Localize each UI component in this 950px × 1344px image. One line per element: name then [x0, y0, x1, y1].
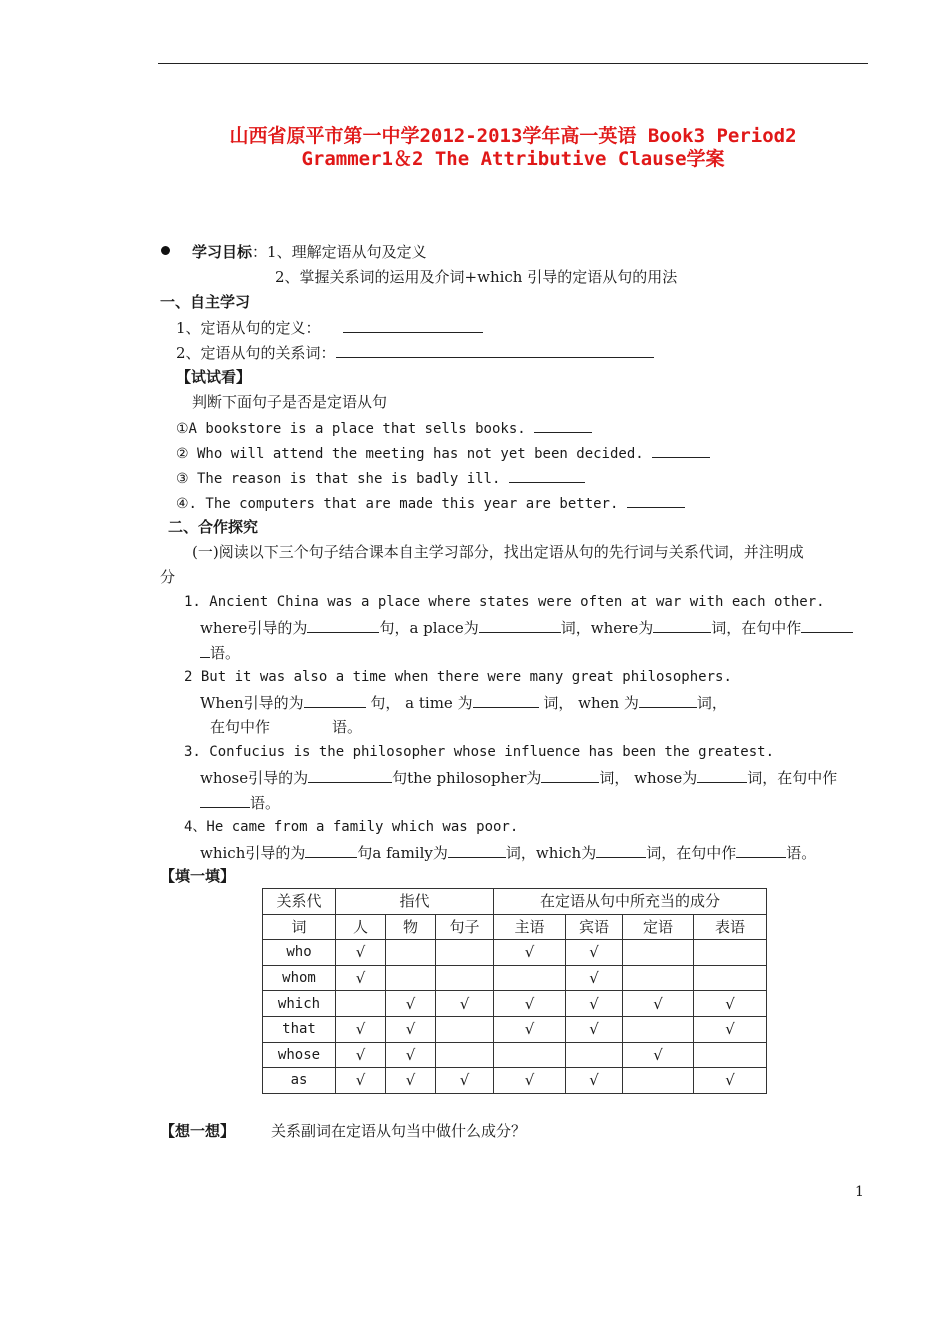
pronoun-cell: who: [263, 940, 336, 966]
subheader-cell: 句子: [436, 914, 494, 940]
try-sentence-1-text: ①A bookstore is a place that sells books.: [176, 421, 526, 437]
page-title-line-1: 山西省原平市第一中学2012-2013学年高一英语 Book3 Period2: [229, 125, 797, 147]
relative-pronoun-table: [262, 888, 767, 1094]
table-row: [263, 965, 767, 991]
check-cell: [694, 1042, 767, 1068]
answer-blank[interactable]: [336, 342, 654, 358]
check-cell: √: [566, 940, 623, 966]
check-cell: [386, 940, 436, 966]
check-cell: √: [436, 991, 494, 1017]
answer-blank[interactable]: [697, 767, 747, 783]
pronoun-cell: whom: [263, 965, 336, 991]
check-cell: [436, 940, 494, 966]
section-1-heading: 一、自主学习: [160, 293, 251, 311]
think-heading: 【想一想】: [160, 1122, 236, 1140]
pronoun-cell: as: [263, 1068, 336, 1094]
check-cell: √: [336, 1016, 386, 1042]
example-1-analysis-cont: [200, 642, 240, 663]
check-cell: √: [386, 1016, 436, 1042]
check-cell: √: [336, 1068, 386, 1094]
example-3: 3. Confucius is the philosopher whose influence has been the greatest.: [184, 744, 775, 760]
example-2-label-b: 句， a time 为: [365, 694, 473, 712]
check-cell: [436, 1042, 494, 1068]
answer-blank[interactable]: [509, 467, 585, 483]
check-cell: [694, 940, 767, 966]
answer-blank[interactable]: [343, 317, 483, 333]
goals-item-1: 1、理解定语从句及定义: [267, 243, 427, 261]
check-cell: √: [623, 1042, 694, 1068]
subheader-cell: 定语: [623, 914, 694, 940]
check-cell: √: [494, 991, 566, 1017]
subheader-cell: 表语: [694, 914, 767, 940]
check-cell: √: [494, 1068, 566, 1094]
subheader-cell: 物: [386, 914, 436, 940]
check-cell: √: [566, 1068, 623, 1094]
try-sentence-4-text: ④. The computers that are made this year are better.: [176, 496, 619, 512]
example-2-label-e: 在句中作: [210, 718, 271, 736]
example-4-label-d: 词，在句中作: [646, 844, 737, 862]
table-row: [263, 1068, 767, 1094]
check-cell: √: [494, 940, 566, 966]
example-1-label-d: 词，在句中作: [711, 619, 802, 637]
example-4: 4、He came from a family which was poor.: [184, 819, 519, 835]
section-2-intro-line-2: 分: [160, 568, 176, 586]
try-instruction: 判断下面句子是否是定语从句: [192, 393, 388, 411]
check-cell: √: [623, 991, 694, 1017]
check-cell: [623, 1016, 694, 1042]
check-cell: [623, 1068, 694, 1094]
check-cell: [694, 965, 767, 991]
check-cell: √: [494, 1016, 566, 1042]
example-4-analysis: [200, 842, 816, 863]
example-1-label-a: where引导的为: [200, 619, 308, 637]
example-3-label-b: 句the philosopher为: [392, 769, 542, 787]
answer-blank[interactable]: [736, 842, 786, 858]
answer-blank[interactable]: [307, 617, 379, 633]
check-cell: [386, 965, 436, 991]
table-row: [263, 940, 767, 966]
header-pronoun-cont: 词: [263, 914, 336, 940]
subheader-cell: 主语: [494, 914, 566, 940]
subheader-cell: 人: [336, 914, 386, 940]
answer-blank[interactable]: [627, 492, 685, 508]
example-4-label-e: 语。: [786, 844, 817, 862]
table-header-row: [263, 889, 767, 915]
check-cell: √: [336, 965, 386, 991]
check-cell: √: [436, 1068, 494, 1094]
table-subheader-row: [263, 914, 767, 940]
check-cell: √: [566, 1016, 623, 1042]
try-sentence-1: [176, 417, 592, 439]
answer-blank[interactable]: [448, 842, 506, 858]
goals-label: 学习目标: [192, 243, 253, 261]
check-cell: [494, 965, 566, 991]
check-cell: √: [386, 1042, 436, 1068]
answer-blank[interactable]: [653, 617, 711, 633]
example-4-label-b: 句a family为: [357, 844, 448, 862]
answer-blank[interactable]: [473, 692, 539, 708]
goals-item-2: 2、掌握关系词的运用及介词+which 引导的定语从句的用法: [275, 268, 678, 286]
try-sentence-2-text: ② Who will attend the meeting has not yet been decided.: [176, 446, 644, 462]
table-row: [263, 1042, 767, 1068]
example-2-label-c: 词， when 为: [538, 694, 639, 712]
answer-blank[interactable]: [200, 642, 210, 658]
answer-blank[interactable]: [534, 417, 592, 433]
example-2-analysis-cont: [210, 717, 362, 737]
pronoun-cell: that: [263, 1016, 336, 1042]
question-2: [176, 342, 654, 363]
think-question: 关系副词在定语从句当中做什么成分？: [271, 1122, 527, 1140]
subheader-cell: 宾语: [566, 914, 623, 940]
check-cell: √: [336, 940, 386, 966]
answer-blank[interactable]: [801, 617, 853, 633]
answer-blank[interactable]: [596, 842, 646, 858]
section-2-intro-line-1: (一)阅读以下三个句子结合课本自主学习部分，找出定语从句的先行词与关系代词，并注明成: [192, 543, 804, 561]
answer-blank[interactable]: [652, 442, 710, 458]
goals-line-1: [192, 242, 427, 262]
check-cell: [494, 1042, 566, 1068]
example-1-label-c: 词，where为: [560, 619, 654, 637]
example-3-label-a: whose引导的为: [200, 769, 309, 787]
check-cell: [336, 991, 386, 1017]
check-cell: √: [694, 991, 767, 1017]
answer-blank[interactable]: [639, 692, 697, 708]
example-2: 2 But it was also a time when there were many great philosophers.: [184, 669, 732, 685]
answer-blank[interactable]: [479, 617, 561, 633]
try-sentence-4: [176, 492, 685, 514]
check-cell: √: [386, 991, 436, 1017]
check-cell: [623, 940, 694, 966]
question-1-text: 1、定语从句的定义：: [176, 319, 321, 337]
goals-colon: ：: [252, 243, 268, 261]
question-1: [176, 317, 483, 338]
check-cell: [566, 1042, 623, 1068]
fill-heading: 【填一填】: [160, 867, 236, 885]
example-3-label-c: 词， whose为: [599, 769, 698, 787]
example-2-label-d: 词，: [696, 694, 727, 712]
question-2-text: 2、定语从句的关系词：: [176, 344, 336, 362]
example-1-analysis: [200, 617, 853, 638]
example-2-analysis: [200, 692, 727, 713]
header-reference: 指代: [336, 889, 494, 915]
example-3-label-e: 语。: [250, 794, 281, 812]
pronoun-cell: whose: [263, 1042, 336, 1068]
example-2-label-a: When引导的为: [200, 694, 304, 712]
answer-blank[interactable]: [308, 767, 392, 783]
example-3-analysis-cont: [200, 792, 280, 813]
page-number: 1: [855, 1184, 864, 1200]
example-3-label-d: 词，在句中作: [747, 769, 838, 787]
example-3-analysis: [200, 767, 837, 788]
header-pronoun: 关系代: [263, 889, 336, 915]
pronoun-cell: which: [263, 991, 336, 1017]
check-cell: √: [386, 1068, 436, 1094]
example-2-label-f: 语。: [332, 718, 363, 736]
answer-blank[interactable]: [200, 792, 250, 808]
answer-blank[interactable]: [305, 842, 357, 858]
example-1-label-b: 句，a place为: [379, 619, 479, 637]
try-sentence-3: [176, 467, 585, 489]
check-cell: √: [566, 991, 623, 1017]
check-cell: [623, 965, 694, 991]
check-cell: √: [336, 1042, 386, 1068]
table-row: [263, 991, 767, 1017]
check-cell: √: [566, 965, 623, 991]
check-cell: [436, 1016, 494, 1042]
header-role: 在定语从句中所充当的成分: [494, 889, 767, 915]
table-row: [263, 1016, 767, 1042]
try-sentence-3-text: ③ The reason is that she is badly ill.: [176, 471, 501, 487]
section-2-heading: 二、合作探究: [168, 518, 259, 536]
check-cell: √: [694, 1016, 767, 1042]
check-cell: √: [694, 1068, 767, 1094]
check-cell: [436, 965, 494, 991]
example-1: 1. Ancient China was a place where states were often at war with each other.: [184, 594, 825, 610]
header-rule: [158, 63, 868, 64]
example-4-label-a: which引导的为: [200, 844, 306, 862]
answer-blank[interactable]: [304, 692, 366, 708]
answer-blank[interactable]: [541, 767, 599, 783]
bullet-icon: [161, 246, 170, 255]
try-sentence-2: [176, 442, 710, 464]
try-heading: 【试试看】: [176, 368, 252, 386]
example-4-label-c: 词，which为: [505, 844, 597, 862]
example-1-label-e: 语。: [210, 644, 241, 662]
page-title-line-2: Grammer1＆2 The Attributive Clause学案: [301, 148, 725, 170]
